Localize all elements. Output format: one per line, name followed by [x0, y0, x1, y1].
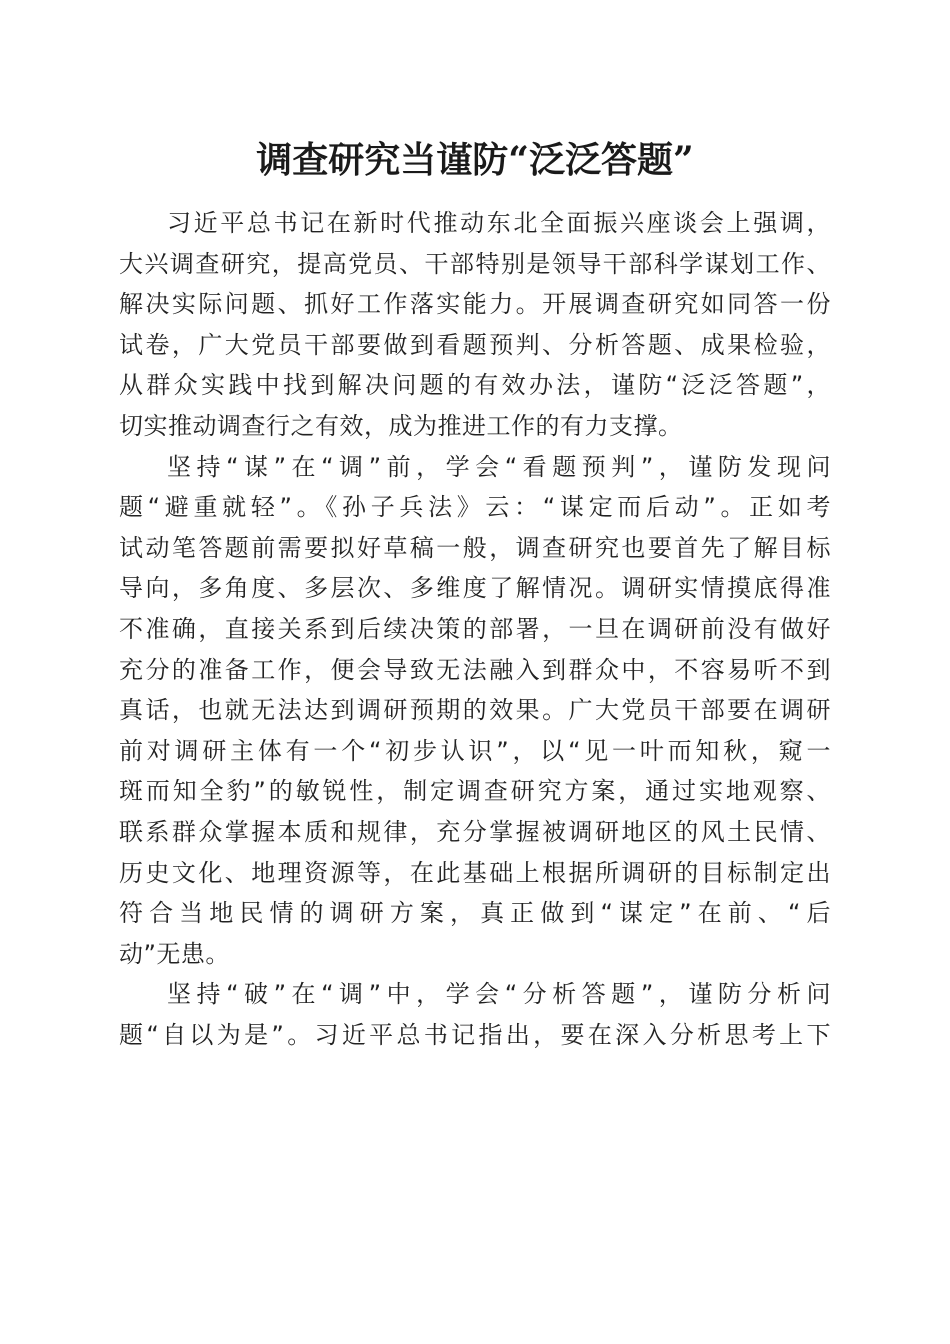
paragraph-2-line-5: 不准确，直接关系到后续决策的部署，一旦在调研前没有做好	[119, 614, 831, 643]
paragraph-2-line-11: 历史文化、地理资源等，在此基础上根据所调研的目标制定出	[119, 858, 831, 887]
paragraph-1-line-3: 解决实际问题、抓好工作落实能力。开展调查研究如同答一份	[119, 290, 831, 319]
paragraph-2-line-10: 联系群众掌握本质和规律，充分掌握被调研地区的风土民情、	[119, 817, 831, 846]
paragraph-1-line-5: 从群众实践中找到解决问题的有效办法，谨防“泛泛答题”，	[119, 371, 831, 400]
paragraph-1-line-4: 试卷，广大党员干部要做到看题预判、分析答题、成果检验，	[119, 330, 831, 359]
document-title: 调查研究当谨防“泛泛答题”	[256, 139, 694, 181]
paragraph-2-line-1: 坚持“谋”在“调”前，学会“看题预判”，谨防发现问	[167, 452, 831, 481]
paragraph-2-line-3: 试动笔答题前需要拟好草稿一般，调查研究也要首先了解目标	[119, 533, 831, 562]
paragraph-2-line-6: 充分的准备工作，便会导致无法融入到群众中，不容易听不到	[119, 655, 831, 684]
paragraph-3-line-1: 坚持“破”在“调”中，学会“分析答题”，谨防分析问	[167, 980, 831, 1009]
paragraph-2-line-8: 前对调研主体有一个“初步认识”，以“见一叶而知秋，窥一	[119, 736, 831, 765]
paragraph-2-line-9: 斑而知全豹”的敏锐性，制定调查研究方案，通过实地观察、	[119, 777, 831, 806]
paragraph-2-line-7: 真话，也就无法达到调研预期的效果。广大党员干部要在调研	[119, 696, 831, 725]
paragraph-1-line-2: 大兴调查研究，提高党员、干部特别是领导干部科学谋划工作、	[119, 249, 831, 278]
paragraph-3-line-2: 题“自以为是”。习近平总书记指出，要在深入分析思考上下	[119, 1020, 831, 1049]
paragraph-1-line-6: 切实推动调查行之有效，成为推进工作的有力支撑。	[119, 411, 683, 440]
document-body	[119, 203, 831, 1055]
paragraph-2-line-12: 符合当地民情的调研方案，真正做到“谋定”在前、“后	[119, 899, 831, 928]
paragraph-2-line-4: 导向，多角度、多层次、多维度了解情况。调研实情摸底得准	[119, 574, 831, 603]
paragraph-2-line-2: 题“避重就轻”。《孙子兵法》云：“谋定而后动”。正如考	[119, 493, 831, 522]
paragraph-2-line-13: 动”无患。	[119, 939, 230, 968]
paragraph-1-line-1: 习近平总书记在新时代推动东北全面振兴座谈会上强调，	[167, 209, 831, 237]
